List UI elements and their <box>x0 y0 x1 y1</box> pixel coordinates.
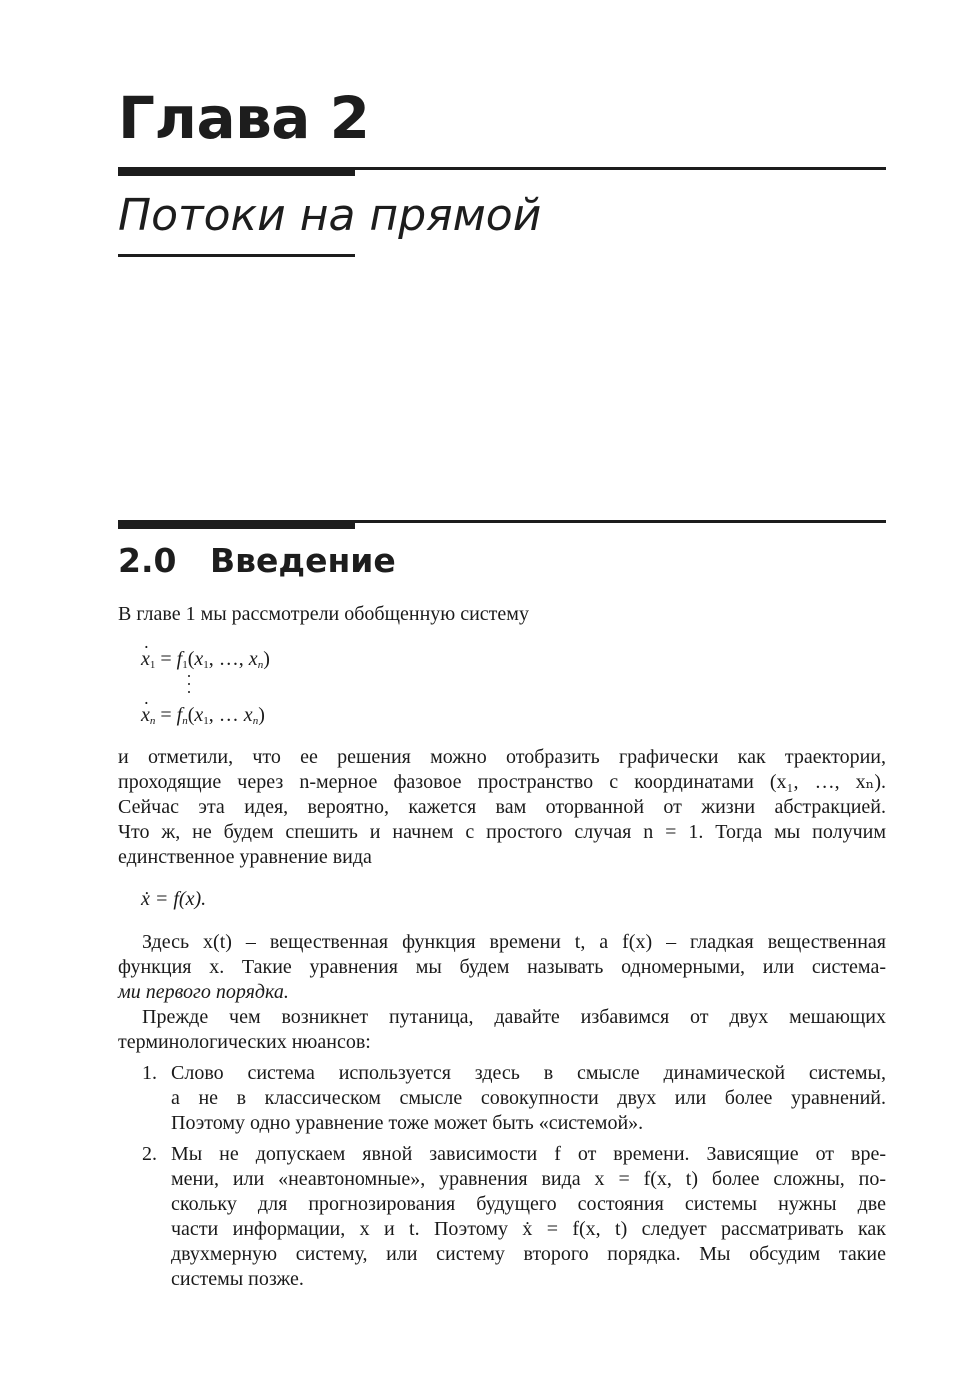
section-number: 2.0 <box>118 541 177 580</box>
chapter-title: Потоки на прямой <box>118 190 542 241</box>
system-equation-first: ˙ $x_1 = f_1(x_1$, …, $x_n$) <box>141 647 270 672</box>
list-item-line: а не в классическом смысле совокупности двух или более уравнений. <box>171 1087 886 1109</box>
section-title: Введение <box>210 541 396 580</box>
section-rule-accent <box>118 520 355 529</box>
list-item-line: мени, или «неавтономные», уравнения вида x = f(x, t) более сложны, по- <box>171 1168 886 1190</box>
list-item-line: Поэтому одно уравнение тоже может быть «системой». <box>171 1112 644 1134</box>
vertical-ellipsis <box>186 675 192 697</box>
list-item-line: Мы не допускаем явной зависимости f от времени. Зависящие от вре- <box>171 1143 886 1165</box>
paragraph-line: терминологических нюансов: <box>118 1031 371 1053</box>
list-item-line: части информации, x и t. Поэтому ẋ = f(x, t) следует рассматривать как <box>171 1218 886 1240</box>
paragraph-line: единственное уравнение вида <box>118 846 372 868</box>
chapter-title-underline <box>118 254 355 257</box>
chapter-rule-accent <box>118 167 355 176</box>
paragraph-line: Что ж, не будем спешить и начнем с простого случая n = 1. Тогда мы получим <box>118 821 886 843</box>
paragraph-line: и отметили, что ее решения можно отобразить графически как траектории, <box>118 746 886 768</box>
system-equation-last: ˙ $x_n = f_n(x_1$, … $x_n$) <box>141 703 265 728</box>
list-item-line: Слово система используется здесь в смысле динамической системы, <box>171 1062 886 1084</box>
paragraph-line: функция x. Такие уравнения мы будем называть одномерными, или система- <box>118 956 886 978</box>
paragraph-line: ми первого порядка. <box>118 981 289 1003</box>
section-heading <box>118 537 396 585</box>
list-number: 2. <box>142 1143 157 1165</box>
list-item-line: скольку для прогнозирования будущего состояния системы нужны две <box>171 1193 886 1215</box>
paragraph-line: Прежде чем возникнет путаница, давайте избавимся от двух мешающих <box>142 1006 886 1028</box>
chapter-label: Глава 2 <box>118 84 370 152</box>
intro-line: В главе 1 мы рассмотрели обобщенную систему <box>118 603 529 625</box>
single-equation: ẋ = f(x). <box>141 888 207 910</box>
paragraph-line: Здесь x(t) – вещественная функция времени t, а f(x) – гладкая вещественная <box>142 931 886 953</box>
paragraph-line: проходящие через n-мерное фазовое пространство с координатами (x₁, …, xₙ). <box>118 771 886 793</box>
list-item-line: системы позже. <box>171 1268 304 1290</box>
list-item-line: двухмерную систему, или систему второго порядка. Мы обсудим такие <box>171 1243 886 1265</box>
paragraph-line: Сейчас эта идея, вероятно, кажется вам оторванной от жизни абстракцией. <box>118 796 886 818</box>
list-number: 1. <box>142 1062 157 1084</box>
